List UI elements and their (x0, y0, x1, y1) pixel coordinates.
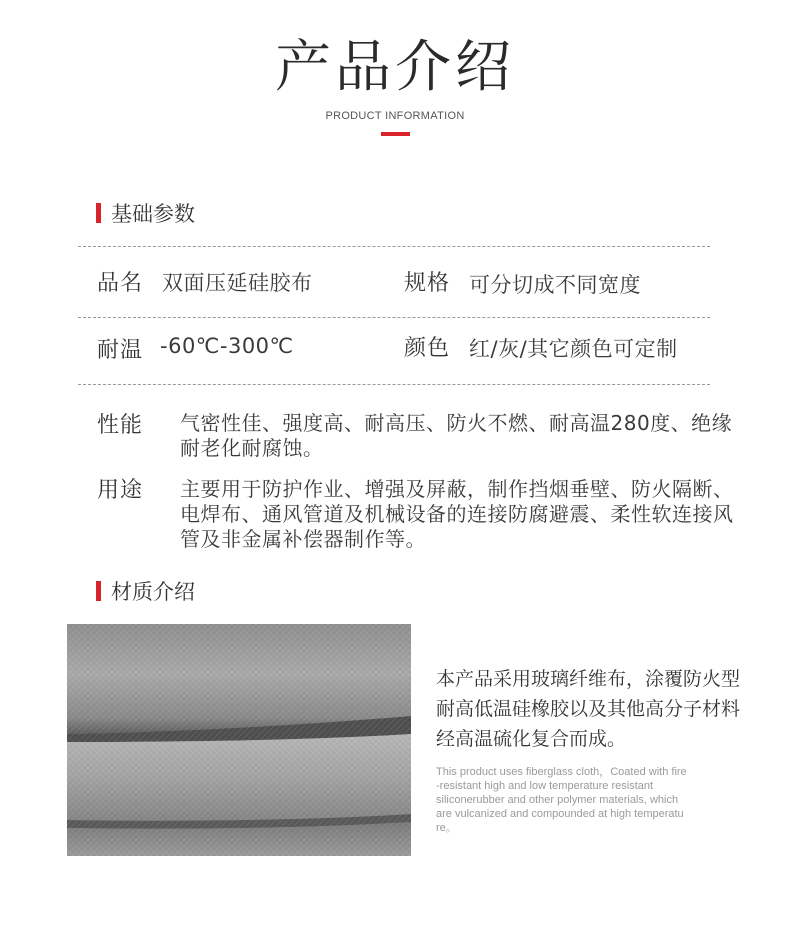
section-heading-material (96, 580, 195, 602)
section-marker (96, 203, 101, 223)
page-title: 产品介绍 (275, 35, 515, 100)
description-line-en: are vulcanized and compounded at high temperatu (436, 808, 684, 820)
performance-line: 耐老化耐腐蚀。 (180, 436, 324, 460)
description-line-en: re。 (436, 822, 457, 834)
usage-label: 用途 (97, 478, 144, 503)
performance-text (180, 411, 780, 461)
usage-text (180, 477, 780, 552)
performance-label: 性能 (97, 413, 144, 438)
usage-line: 电焊布、通风管道及机械设备的连接防腐避震、柔性软连接风 (180, 502, 734, 526)
fabric-roll-photo (67, 624, 411, 856)
divider (78, 384, 710, 385)
spec-label-temperature: 耐温 (97, 338, 144, 363)
usage-line: 管及非金属补偿器制作等。 (180, 527, 426, 551)
description-line-en: -resistant high and low temperature resistant (436, 780, 654, 792)
spec-label-name: 品名 (97, 271, 144, 296)
divider (78, 317, 710, 318)
section-title: 材质介绍 (111, 580, 195, 604)
spec-value-size: 可分切成不同宽度 (469, 273, 641, 297)
spec-value-temperature: -60℃-300℃ (160, 334, 294, 358)
spec-value-name: 双面压延硅胶布 (162, 271, 313, 295)
title-accent-bar (381, 132, 410, 136)
page-subtitle: PRODUCT INFORMATION (325, 110, 465, 122)
description-line: 耐高低温硅橡胶以及其他高分子材料 (436, 698, 741, 720)
usage-line: 主要用于防护作业、增强及屏蔽，制作挡烟垂壁、防火隔断、 (180, 477, 734, 501)
section-marker (96, 581, 101, 601)
performance-line: 气密性佳、强度高、耐高压、防火不燃、耐高温280度、绝缘 (180, 411, 733, 435)
description-line-en: siliconerubber and other polymer materials, which (436, 794, 679, 806)
spec-label-color: 颜色 (404, 336, 451, 361)
divider (78, 246, 710, 247)
description-line: 经高温硫化复合而成。 (436, 728, 627, 750)
description-line: 本产品采用玻璃纤维布，涂覆防火型 (436, 668, 741, 690)
material-description-cn (436, 664, 776, 754)
material-description-en (436, 765, 706, 835)
description-line-en: This product uses fiberglass cloth，Coated with fire (436, 766, 687, 778)
section-heading-basic (96, 202, 195, 224)
spec-value-color: 红/灰/其它颜色可定制 (469, 337, 678, 361)
section-title: 基础参数 (111, 202, 195, 226)
spec-label-size: 规格 (404, 271, 451, 296)
